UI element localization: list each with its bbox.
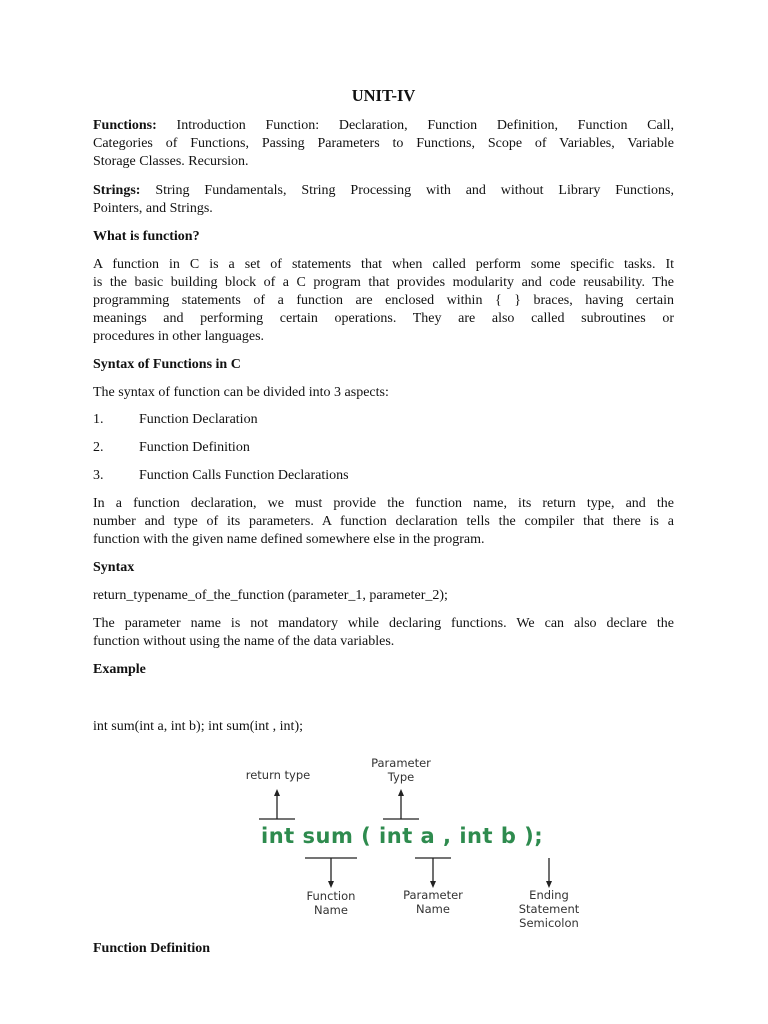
functions-overview-line-1: Functions: Introduction Function: Declaration, Function Definition, Function Call, bbox=[93, 118, 675, 133]
functions-label: Functions: bbox=[93, 118, 157, 133]
return-type-label: return type bbox=[245, 768, 311, 782]
strings-overview-line-1: Strings: String Fundamentals, String Processing with and without Library Functions, bbox=[93, 183, 674, 198]
function-declaration-diagram bbox=[235, 752, 605, 937]
function-name-label-line-2: Name bbox=[314, 903, 348, 917]
ending-label-line-3: Semicolon bbox=[519, 916, 579, 930]
paragraph-line: The parameter name is not mandatory while declaring functions. We can also declare the bbox=[93, 616, 674, 631]
list-item bbox=[93, 467, 674, 485]
paragraph-line: A function in C is a set of statements that when called perform some specific tasks. It bbox=[93, 257, 674, 272]
paragraph-line: function without using the name of the data variables. bbox=[93, 634, 395, 649]
example-code: int sum(int a, int b); int sum(int , int); bbox=[93, 719, 303, 734]
return-type-arrowhead bbox=[274, 789, 280, 796]
parameter-type-label-line-2: Type bbox=[387, 770, 415, 784]
paragraph-line: function with the given name defined somewhere else in the program. bbox=[93, 532, 485, 547]
list-text: Function Calls Function Declarations bbox=[139, 468, 349, 483]
functions-overview-line-3: Storage Classes. Recursion. bbox=[93, 154, 249, 169]
ending-label-line-1: Ending bbox=[529, 888, 569, 902]
functions-overview-line-2: Categories of Functions, Passing Parameters to Functions, Scope of Variables, Variable bbox=[93, 136, 674, 151]
page-title: UNIT-IV bbox=[351, 86, 416, 105]
list-number: 1. bbox=[93, 412, 104, 427]
parameter-type-label-line-1: Parameter bbox=[371, 756, 431, 770]
parameter-type-arrowhead bbox=[398, 789, 404, 796]
paragraph-line: programming statements of a function are enclosed within { } braces, having certain bbox=[93, 293, 674, 308]
strings-overview bbox=[93, 182, 674, 218]
paragraph-line: In a function declaration, we must provide the function name, its return type, and the bbox=[93, 496, 674, 511]
paragraph-line: is the basic building block of a C program that provides modularity and code reusability. The bbox=[93, 275, 674, 290]
parameter-paragraph bbox=[93, 615, 674, 651]
strings-overview-line-2: Pointers, and Strings. bbox=[93, 201, 213, 216]
parameter-name-arrowhead bbox=[430, 881, 436, 888]
parameter-name-label-line-1: Parameter bbox=[403, 888, 463, 902]
diagram-code: int sum ( int a , int b ); bbox=[261, 824, 544, 848]
ending-label-line-2: Statement bbox=[518, 902, 580, 916]
function-definition-heading: Function Definition bbox=[93, 941, 211, 956]
list-text: Function Definition bbox=[139, 440, 250, 455]
list-number: 3. bbox=[93, 468, 104, 483]
syntax-heading: Syntax bbox=[93, 560, 135, 575]
list-text: Function Declaration bbox=[139, 412, 258, 427]
paragraph-line: number and type of its parameters. A function declaration tells the compiler that there is a bbox=[93, 514, 674, 529]
declaration-paragraph bbox=[93, 495, 674, 549]
strings-label: Strings: bbox=[93, 183, 141, 198]
list-item bbox=[93, 411, 674, 429]
syntax-intro: The syntax of function can be divided into 3 aspects: bbox=[93, 385, 389, 400]
parameter-name-label-line-2: Name bbox=[416, 902, 450, 916]
paragraph-line: procedures in other languages. bbox=[93, 329, 265, 344]
list-number: 2. bbox=[93, 440, 104, 455]
function-name-label-line-1: Function bbox=[306, 889, 356, 903]
syntax-code: return_typename_of_the_function (parameter_1, parameter_2); bbox=[93, 588, 448, 603]
functions-overview bbox=[93, 117, 674, 171]
list-item bbox=[93, 439, 674, 457]
what-is-function-paragraph bbox=[93, 256, 674, 346]
syntax-of-functions-heading: Syntax of Functions in C bbox=[93, 357, 241, 372]
paragraph-line: meanings and performing certain operations. They are also called subroutines or bbox=[93, 311, 674, 326]
function-name-arrowhead bbox=[328, 881, 334, 888]
ending-arrowhead bbox=[546, 881, 552, 888]
what-is-function-heading: What is function? bbox=[93, 229, 200, 244]
example-heading: Example bbox=[93, 662, 146, 677]
